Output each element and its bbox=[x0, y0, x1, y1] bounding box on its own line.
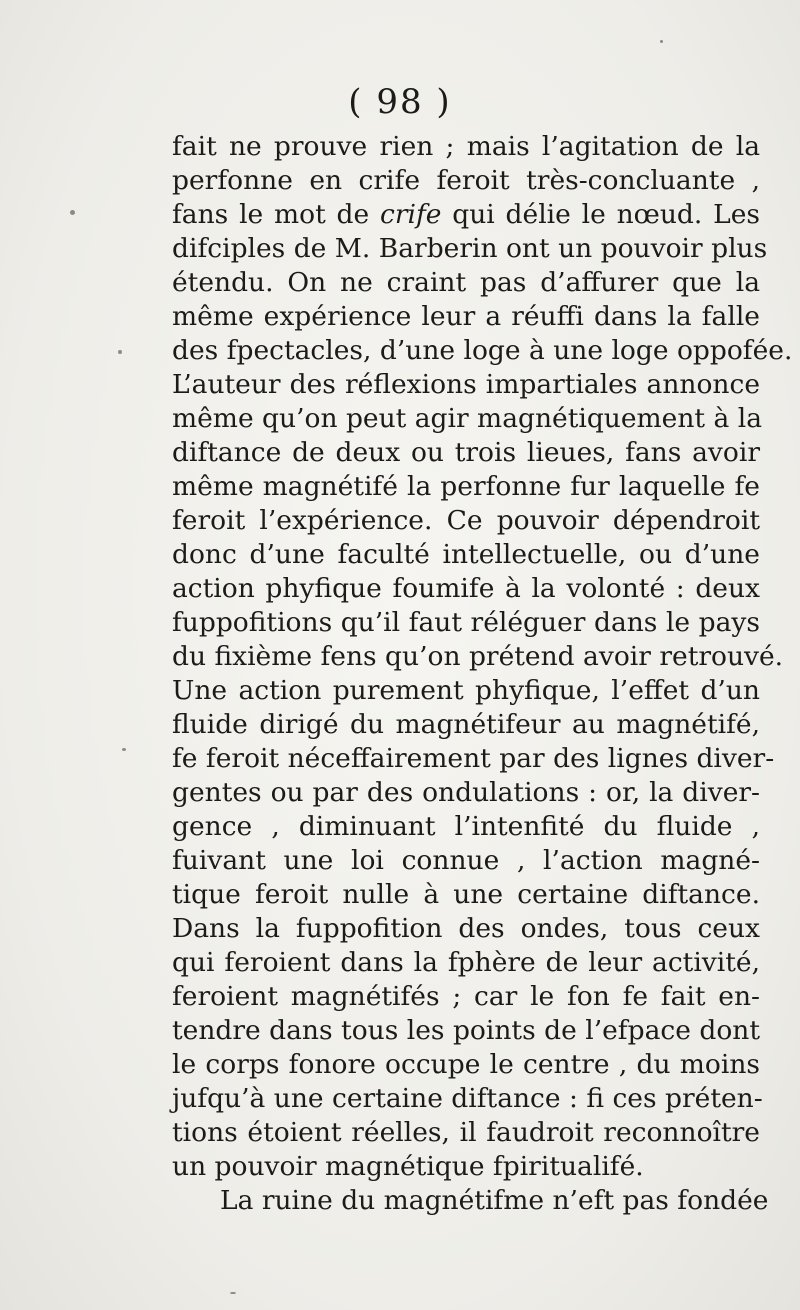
text-line: tions étoient réelles, il faudroit reconnoître bbox=[172, 1117, 760, 1148]
text-line: perfonne en crife feroit très-concluante , bbox=[172, 165, 760, 196]
text-line: La ruine du magnétifme n’eft pas fondée bbox=[220, 1185, 769, 1216]
text-line: tendre dans tous les points de l’efpace dont bbox=[172, 1015, 760, 1046]
text-line: difciples de M. Barberin ont un pouvoir plus bbox=[172, 233, 768, 264]
text-line: qui feroient dans la fphère de leur activité, bbox=[172, 947, 760, 978]
text-line: diftance de deux ou trois lieues, fans avoir bbox=[172, 437, 760, 468]
paper-speck bbox=[230, 1292, 236, 1294]
paper-speck bbox=[70, 210, 75, 215]
text-line: fluide dirigé du magnétifeur au magnétifé, bbox=[172, 709, 760, 740]
text-line: fuppofitions qu’il faut réléguer dans le pays bbox=[172, 607, 760, 638]
text-line: étendu. On ne craint pas d’affurer que la bbox=[172, 267, 760, 298]
text-line: L’auteur des réflexions impartiales annonce bbox=[172, 369, 760, 400]
text-line: même magnétifé la perfonne fur laquelle fe bbox=[172, 471, 760, 502]
text-line: fans le mot de crife qui délie le nœud. Les bbox=[172, 199, 760, 230]
text-line: fe feroit néceffairement par des lignes diver- bbox=[172, 743, 775, 774]
text-line: gentes ou par des ondulations : or, la diver- bbox=[172, 777, 760, 808]
text-line: donc d’une faculté intellectuelle, ou d’une bbox=[172, 539, 760, 570]
text-line: des fpectacles, d’une loge à une loge oppofée. bbox=[172, 335, 793, 366]
body-text bbox=[172, 130, 793, 1218]
text-line: feroient magnétifés ; car le fon fe fait en- bbox=[172, 981, 760, 1012]
italic-word: crife bbox=[379, 199, 442, 230]
text-line: gence , diminuant l’intenfité du fluide , bbox=[172, 811, 760, 842]
text-line: Dans la fuppofition des ondes, tous ceux bbox=[172, 913, 760, 944]
text-line: feroit l’expérience. Ce pouvoir dépendroit bbox=[172, 505, 760, 536]
text-line: jufqu’à une certaine diftance : fi ces préten- bbox=[172, 1083, 763, 1114]
paper-speck bbox=[122, 748, 126, 751]
text-line: même expérience leur a réuffi dans la falle bbox=[172, 301, 760, 332]
page-number: ( 98 ) bbox=[348, 82, 452, 122]
text-line: fuivant une loi connue , l’action magné- bbox=[172, 845, 760, 876]
text-line: fait ne prouve rien ; mais l’agitation de la bbox=[172, 131, 760, 162]
text-line: le corps fonore occupe le centre , du moins bbox=[172, 1049, 760, 1080]
text-line: du fixième fens qu’on prétend avoir retrouvé. bbox=[172, 641, 784, 672]
text-line: action phyfique foumife à la volonté : deux bbox=[172, 573, 760, 604]
text-line: même qu’on peut agir magnétiquement à la bbox=[172, 403, 762, 434]
text-line: tique feroit nulle à une certaine diftance. bbox=[172, 879, 760, 910]
paper-speck bbox=[118, 350, 122, 354]
text-line: Une action purement phyfique, l’effet d’un bbox=[172, 675, 760, 706]
text-line: un pouvoir magnétique fpiritualifé. bbox=[172, 1151, 644, 1182]
paper-speck bbox=[660, 40, 663, 43]
